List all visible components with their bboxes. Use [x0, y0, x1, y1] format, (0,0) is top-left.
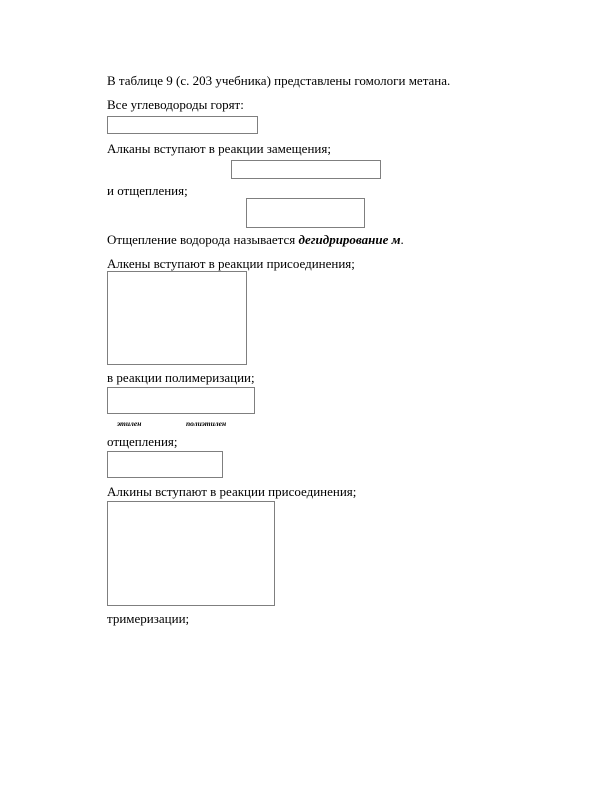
caption-polyethylene: полиэтилен: [186, 419, 227, 428]
answer-box-alkyne-addition[interactable]: [107, 501, 275, 606]
line-alkene-elimination: отщепления;: [107, 434, 178, 449]
answer-box-combustion[interactable]: [107, 116, 258, 134]
line-polymerization: в реакции полимеризации;: [107, 370, 255, 385]
line-alkene-addition: Алкены вступают в реакции присоединения;: [107, 256, 355, 271]
dehydrogenation-suffix: .: [400, 232, 404, 247]
caption-ethylene: этилен: [117, 419, 142, 428]
dehydrogenation-term: дегидрирование м: [298, 232, 401, 247]
line-substitution: Алканы вступают в реакции замещения;: [107, 141, 331, 156]
answer-box-elimination[interactable]: [246, 198, 365, 228]
answer-box-polymerization[interactable]: [107, 387, 255, 414]
dehydrogenation-prefix: Отщепление водорода называется: [107, 232, 299, 247]
line-homologues: В таблице 9 (с. 203 учебника) представлены гомологи метана.: [107, 73, 451, 88]
answer-box-substitution[interactable]: [231, 160, 381, 179]
answer-box-alkene-elimination[interactable]: [107, 451, 223, 478]
answer-box-alkene-addition[interactable]: [107, 271, 247, 365]
line-dehydrogenation: [107, 232, 404, 247]
line-combustion: Все углеводороды горят:: [107, 97, 244, 112]
line-trimerization: тримеризации;: [107, 611, 190, 626]
line-elimination: и отщепления;: [107, 183, 188, 198]
line-alkyne-addition: Алкины вступают в реакции присоединения;: [107, 484, 357, 499]
